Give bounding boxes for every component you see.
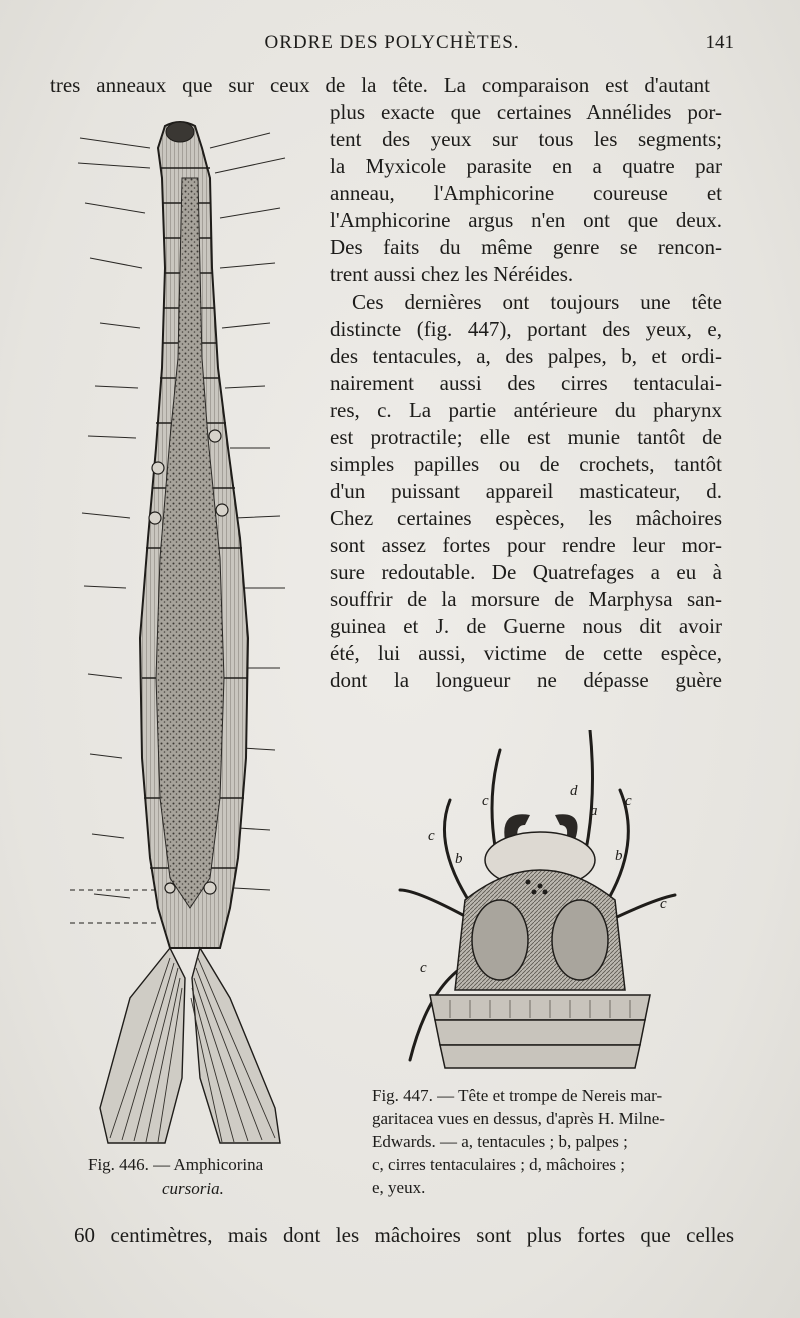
figure-447-caption-line: Edwards. — a, tentacules ; b, palpes ;: [372, 1132, 628, 1151]
text-line: anneau, l'Amphicorine coureuse et: [330, 181, 722, 205]
text-line: distincte (fig. 447), portant des yeux, e,: [330, 317, 722, 341]
text-line: l'Amphicorine argus n'en ont que deux.: [330, 208, 722, 232]
text-line: sure redoutable. De Quatrefages a eu à: [330, 560, 722, 584]
running-title: ORDRE DES POLYCHÈTES.: [264, 32, 520, 53]
figure-447-nereis-head-illustration: [390, 730, 690, 1080]
text-line: dont la longueur ne dépasse guère: [330, 668, 722, 692]
text-line-final: 60 centimètres, mais dont les mâchoires sont plus fortes que celles: [74, 1223, 734, 1247]
text-line: Des faits du même genre se rencon-: [330, 235, 722, 259]
label-d: d: [570, 783, 578, 799]
label-c-upper-left: c: [482, 793, 489, 809]
text-line: nairement aussi des cirres tentaculai-: [330, 371, 722, 395]
text-line: la Myxicole parasite en a quatre par: [330, 154, 722, 178]
label-b-right: b: [615, 848, 623, 864]
text-line: trent aussi chez les Néréides.: [330, 262, 574, 286]
text-line: guinea et J. de Guerne nous dit avoir: [330, 614, 722, 638]
text-line: d'un puissant appareil masticateur, d.: [330, 479, 722, 503]
text-line: plus exacte que certaines Annélides por-: [330, 100, 722, 124]
figure-446-caption-line2: cursoria.: [162, 1179, 224, 1198]
label-c-upper-right: c: [625, 793, 632, 809]
figure-447-caption-line: c, cirres tentaculaires ; d, mâchoires ;: [372, 1155, 625, 1174]
page-header: [50, 32, 734, 60]
text-line: sont assez fortes pour rendre leur mor-: [330, 533, 722, 557]
text-line: Chez certaines espèces, les mâchoires: [330, 506, 722, 530]
label-c-right: c: [660, 896, 667, 912]
label-c-lower-left: c: [420, 960, 427, 976]
label-c-left: c: [428, 828, 435, 844]
figure-447-caption-line: e, yeux.: [372, 1178, 426, 1197]
text-line: tres anneaux que sur ceux de la tête. La comparaison est d'autant: [50, 73, 710, 97]
text-line: souffrir de la morsure de Marphysa san-: [330, 587, 722, 611]
text-line: res, c. La partie antérieure du pharynx: [330, 398, 722, 422]
text-line: tent des yeux sur tous les segments;: [330, 127, 722, 151]
figure-447-caption-line: Fig. 447. — Tête et trompe de Nereis mar-: [372, 1086, 663, 1105]
text-line: Ces dernières ont toujours une tête: [352, 290, 722, 314]
text-line: simples papilles ou de crochets, tantôt: [330, 452, 722, 476]
figure-446-caption-line1: Fig. 446. — Amphicorina: [88, 1155, 264, 1174]
page-number: 141: [705, 32, 734, 53]
label-a: a: [590, 803, 598, 819]
figure-446-amphicorina-illustration: [70, 118, 320, 1148]
text-line: des tentacules, a, des palpes, b, et ordi-: [330, 344, 722, 368]
label-b-left: b: [455, 851, 463, 867]
text-line: été, lui aussi, victime de cette espèce,: [330, 641, 722, 665]
figure-447-caption-line: garitacea vues en dessus, d'après H. Milne-: [372, 1109, 665, 1128]
text-line: est protractile; elle est munie tantôt de: [330, 425, 722, 449]
